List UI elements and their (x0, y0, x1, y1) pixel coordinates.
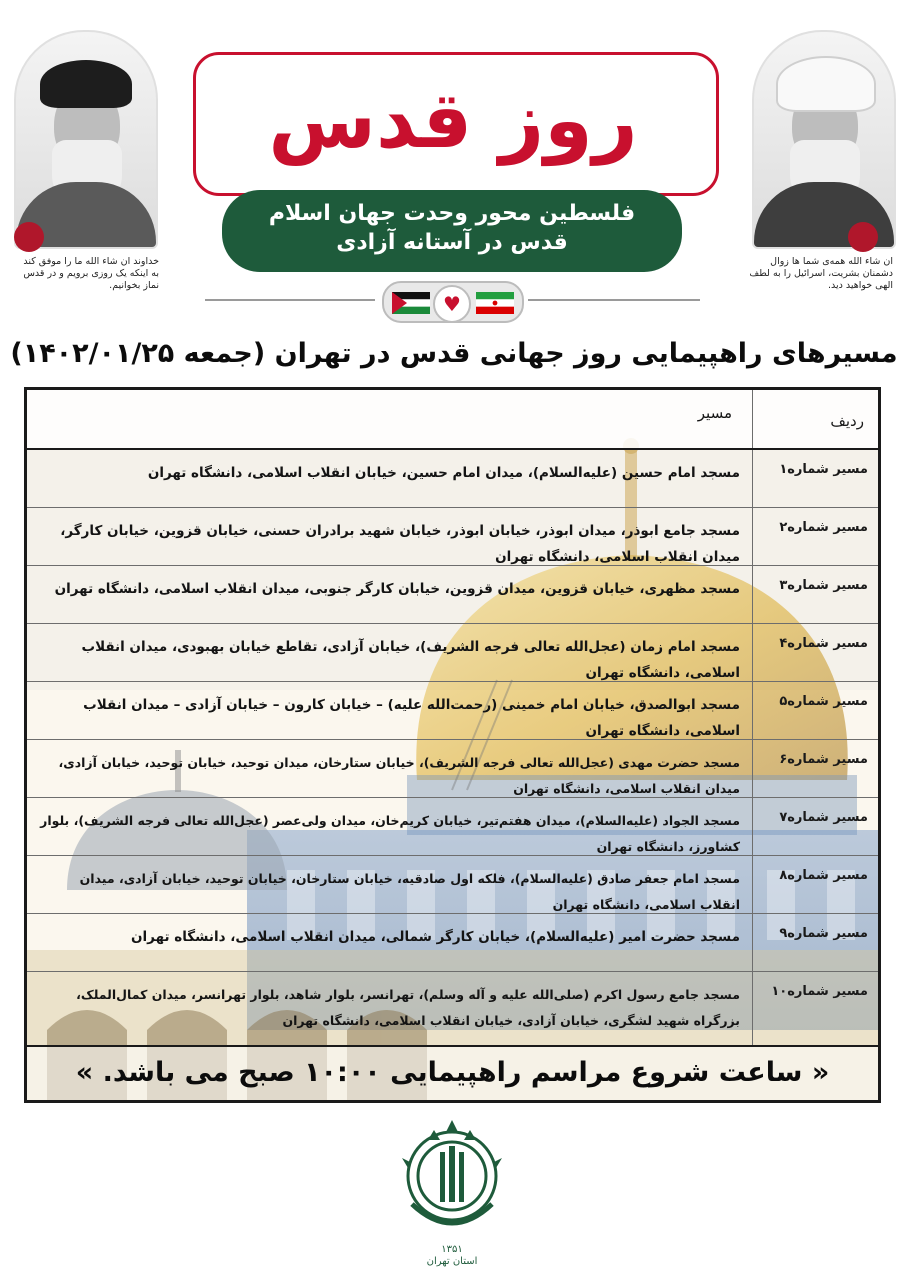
quote-right: ان شاء الله همه‌ی شما ها زوال دشمنان بشریت، اسرائیل را به لطف الهی خواهید دید. (749, 256, 893, 291)
table-row (27, 624, 878, 682)
route-description: مسجد حضرت امیر (علیه‌السلام)، خیابان کارگر شمالی، میدان انقلاب اسلامی، دانشگاه تهران (131, 929, 740, 945)
route-number: مسیر شماره۷ (752, 798, 878, 855)
route-number: مسیر شماره۴ (752, 624, 878, 681)
signature-seal-right (848, 222, 878, 252)
table-row (27, 566, 878, 624)
table-header-row (27, 390, 878, 450)
route-number: مسیر شماره۹ (752, 914, 878, 971)
slogan-banner (222, 190, 682, 272)
page-title: روز قدس (268, 76, 638, 166)
route-description: مسجد امام جعفر صادق (علیه‌السلام)، فلکه اول صادقیه، خیابان ستارخان، خیابان توحید، خیابان آزادی، میدان انقلاب اسلامی، دانشگاه تهران (79, 871, 740, 912)
route-number: مسیر شماره۱۰ (752, 972, 878, 1045)
column-header-route: مسیر (697, 404, 732, 422)
route-number: مسیر شماره۳ (752, 566, 878, 623)
slogan-line-1: فلسطین محور وحدت جهان اسلام (268, 201, 636, 226)
route-number: مسیر شماره۸ (752, 856, 878, 913)
routes-table-frame (24, 387, 881, 1103)
column-header-number: ردیف (752, 390, 878, 448)
palestine-flag-icon (392, 292, 430, 314)
table-row (27, 740, 878, 798)
iran-flag-icon (476, 292, 514, 314)
flags-badge (382, 281, 524, 323)
portrait-left (14, 30, 158, 249)
portrait-right (752, 30, 896, 249)
table-row (27, 682, 878, 740)
routes-table (27, 390, 878, 1045)
table-row (27, 508, 878, 566)
route-description: مسجد جامع رسول اکرم (صلی‌الله علیه و آله وسلم)، تهرانسر، بلوار شاهد، بلوار تهرانسر، میدان کمال‌الملک، بزرگراه شهید لشگری، خیابان آزادی، خیابان انقلاب اسلامی، دانشگاه تهران (76, 987, 740, 1028)
emblem-province: استان تهران (426, 1256, 478, 1267)
route-number: مسیر شماره۶ (752, 740, 878, 797)
route-number: مسیر شماره۱ (752, 450, 878, 507)
quote-left: خداوند ان شاء الله ما را موفق کند به اینکه یک روزی برویم و در قدس نماز بخوانیم. (23, 256, 159, 291)
table-row (27, 856, 878, 914)
emblem-year: ۱۳۵۱ (441, 1244, 463, 1255)
route-description: مسجد جامع ابوذر، میدان ابوذر، خیابان ابوذر، خیابان شهید برادران حسنی، خیابان قزوین، خیابان کارگر، میدان انقلاب اسلامی، دانشگاه تهران (60, 523, 740, 565)
emblem-caption (400, 1244, 504, 1268)
divider-left (205, 299, 375, 301)
turban-icon (776, 56, 876, 112)
start-time-notice: « ساعت شروع مراسم راهپیمایی ۱۰:۰۰ صبح می باشد. » (27, 1045, 878, 1102)
routes-heading: مسیرهای راهپیمایی روز جهانی قدس در تهران (جمعه ۱۴۰۲/۰۱/۲۵) (10, 338, 898, 369)
route-description: مسجد امام حسین (علیه‌السلام)، میدان امام حسین، خیابان انقلاب اسلامی، دانشگاه تهران (147, 465, 740, 481)
route-description: مسجد حضرت مهدی (عجل‌الله تعالی فرجه الشریف)، خیابان ستارخان، میدان توحید، خیابان توحید، خیابان آزادی، میدان انقلاب اسلامی، دانشگاه تهران (58, 755, 740, 796)
table-row (27, 914, 878, 972)
slogan-line-2: قدس در آستانه آزادی (336, 230, 568, 255)
route-description: مسجد امام زمان (عجل‌الله تعالی فرجه الشریف)، خیابان آزادی، تقاطع خیابان بهبودی، میدان انقلاب اسلامی، دانشگاه تهران (81, 639, 740, 681)
route-description: مسجد ابوالصدق، خیابان امام خمینی (رحمت‌الله علیه) – خیابان کارون – خیابان آزادی – میدان انقلاب اسلامی، دانشگاه تهران (83, 697, 740, 739)
route-number: مسیر شماره۵ (752, 682, 878, 739)
table-row (27, 798, 878, 856)
turban-icon (40, 60, 132, 108)
heart-icon: ♥ (433, 285, 471, 323)
route-description: مسجد الجواد (علیه‌السلام)، میدان هفتم‌تیر، خیابان کریم‌خان، میدان ولی‌عصر (عجل‌الله تعالی فرجه الشریف)، بلوار کشاورز، دانشگاه تهران (40, 813, 740, 854)
table-row (27, 972, 878, 1045)
route-number: مسیر شماره۲ (752, 508, 878, 565)
route-description: مسجد مظهری، خیابان قزوین، میدان قزوین، خیابان کارگر جنوبی، میدان انقلاب اسلامی، دانشگاه تهران (54, 581, 740, 597)
signature-seal-left (14, 222, 44, 252)
table-row (27, 450, 878, 508)
divider-right (528, 299, 700, 301)
